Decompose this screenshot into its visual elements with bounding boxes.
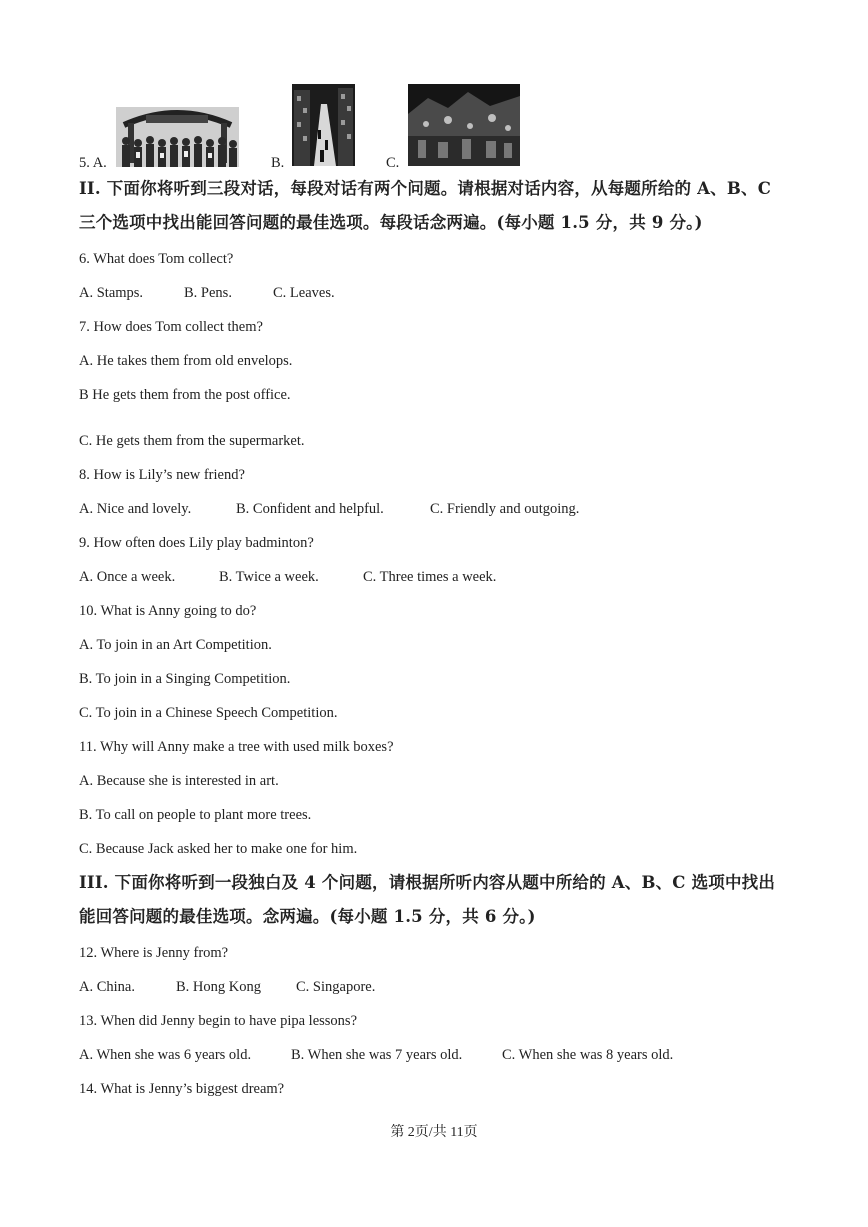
- section2-heading-line1: II. 下面你将听到三段对话，每段对话有两个问题。请根据对话内容，从每题所给的 A、B、C: [79, 179, 772, 198]
- q10-option-c[interactable]: C. To join in a Chinese Speech Competition.: [79, 705, 338, 721]
- q5-picture-c-night-scene[interactable]: [408, 84, 520, 166]
- section3-heading-line2: 能回答问题的最佳选项。念两遍。(每小题 1.5 分，共 6 分。): [79, 907, 536, 926]
- q10-option-a[interactable]: A. To join in an Art Competition.: [79, 637, 272, 653]
- q13-question: 13. When did Jenny begin to have pipa lessons?: [79, 1013, 357, 1029]
- q12-option-a[interactable]: A. China.: [79, 979, 135, 995]
- q8-question: 8. How is Lily’s new friend?: [79, 467, 245, 483]
- q7-question: 7. How does Tom collect them?: [79, 319, 263, 335]
- q9-option-a[interactable]: A. Once a week.: [79, 569, 176, 585]
- q6-question: 6. What does Tom collect?: [79, 251, 234, 267]
- q11-question: 11. Why will Anny make a tree with used milk boxes?: [79, 739, 394, 755]
- q10-option-b[interactable]: B. To join in a Singing Competition.: [79, 671, 291, 687]
- q9-option-c[interactable]: C. Three times a week.: [363, 569, 497, 585]
- q9-option-b[interactable]: B. Twice a week.: [219, 569, 319, 585]
- q12-question: 12. Where is Jenny from?: [79, 945, 229, 961]
- q12-option-b[interactable]: B. Hong Kong: [176, 979, 261, 995]
- section2-heading-line2: 三个选项中找出能回答问题的最佳选项。每段话念两遍。(每小题 1.5 分，共 9 分。): [79, 213, 703, 232]
- q11-option-c[interactable]: C. Because Jack asked her to make one for him.: [79, 841, 358, 857]
- q6-option-a[interactable]: A. Stamps.: [79, 285, 144, 301]
- q5-label-b: B.: [271, 155, 285, 171]
- q14-question: 14. What is Jenny’s biggest dream?: [79, 1081, 285, 1097]
- q12-option-c[interactable]: C. Singapore.: [296, 979, 376, 995]
- q5-label-a: 5. A.: [79, 155, 107, 171]
- q5-label-c: C.: [386, 155, 400, 171]
- q6-option-c[interactable]: C. Leaves.: [273, 285, 335, 301]
- q7-option-c[interactable]: C. He gets them from the supermarket.: [79, 433, 305, 449]
- q13-option-c[interactable]: C. When she was 8 years old.: [502, 1047, 674, 1063]
- q8-option-a[interactable]: A. Nice and lovely.: [79, 501, 192, 517]
- section3-heading-line1: III. 下面你将听到一段独白及 4 个问题，请根据所听内容从题中所给的 A、B、C 选项中找出: [79, 873, 776, 892]
- page-number: 第 2页/共 11页: [390, 1125, 478, 1140]
- q8-option-c[interactable]: C. Friendly and outgoing.: [430, 501, 580, 517]
- q13-option-a[interactable]: A. When she was 6 years old.: [79, 1047, 252, 1063]
- q10-question: 10. What is Anny going to do?: [79, 603, 257, 619]
- q5-picture-a-group-photo[interactable]: [116, 107, 239, 167]
- q11-option-a[interactable]: A. Because she is interested in art.: [79, 773, 279, 789]
- q11-option-b[interactable]: B. To call on people to plant more trees.: [79, 807, 312, 823]
- q7-option-b[interactable]: B He gets them from the post office.: [79, 387, 291, 403]
- q7-option-a[interactable]: A. He takes them from old envelops.: [79, 353, 293, 369]
- q9-question: 9. How often does Lily play badminton?: [79, 535, 314, 551]
- q5-picture-b-street-scene[interactable]: [292, 84, 355, 166]
- q13-option-b[interactable]: B. When she was 7 years old.: [291, 1047, 463, 1063]
- q6-option-b[interactable]: B. Pens.: [184, 285, 232, 301]
- q8-option-b[interactable]: B. Confident and helpful.: [236, 501, 384, 517]
